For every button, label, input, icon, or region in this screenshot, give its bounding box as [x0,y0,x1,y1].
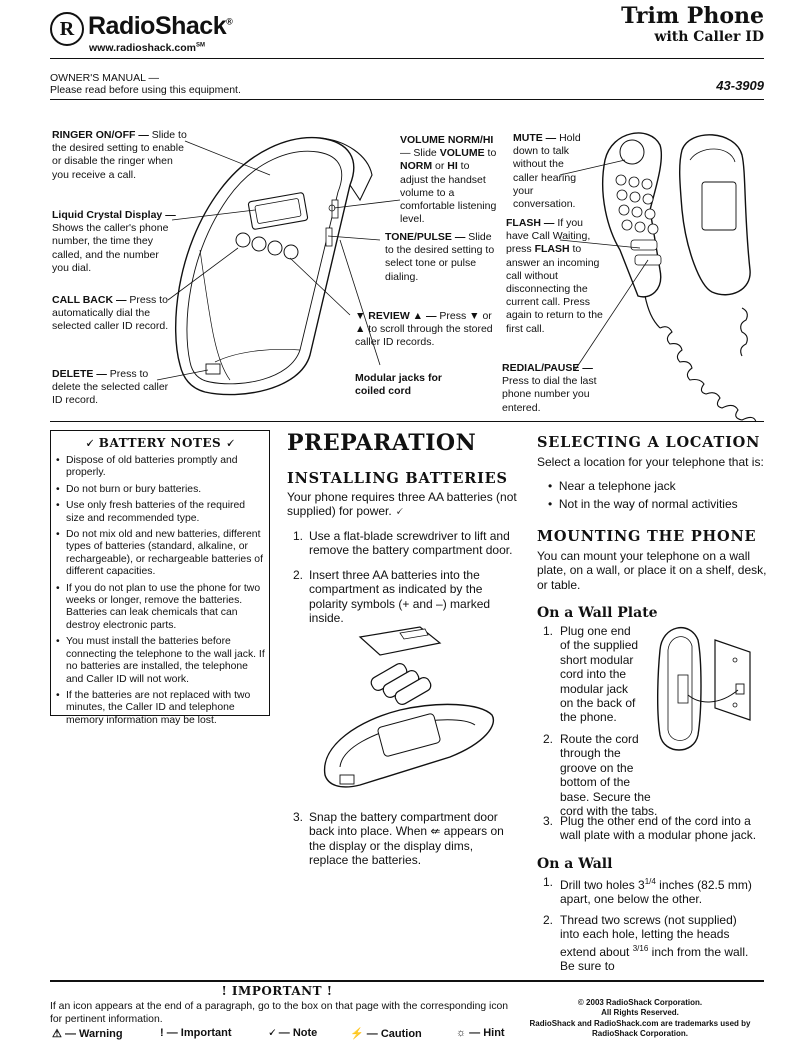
important-icon: ! [160,1027,164,1039]
brand-logo-mark: R [50,12,84,46]
product-title: Trim Phone [621,3,764,29]
header-rule [50,58,764,59]
mounting-heading: MOUNTING THE PHONE [537,528,757,545]
list-item: • Do not burn or bury batteries. [56,484,266,496]
note-icon: 🗸 [395,504,404,519]
legend-note: 🗸 — Note [268,1027,318,1039]
low-battery-icon: ⇍ [430,824,441,839]
callout-delete: DELETE — Press to delete the selected caller ID record. [52,368,169,407]
important-title: ! IMPORTANT ! [221,984,333,998]
installing-batteries-heading: INSTALLING BATTERIES [287,470,508,487]
manual-label: OWNER'S MANUAL — [50,72,159,84]
caution-icon: ⚡ [350,1028,364,1040]
battery-notes-box [50,430,270,726]
wall-plate-step-1: 1. Plug one end of the supplied short modular cord into the modular jack on the back of the phone. [543,624,639,725]
important-text: If an icon appears at the end of a paragraph, go to the box on that page with the corresponding icon for pertinent information. [50,1001,509,1025]
note-icon: 🗸 [221,436,235,450]
list-item: • Dispose of old batteries promptly and properly. [56,455,266,480]
note-icon: 🗸 [85,436,99,450]
location-bullet-1: • Near a telephone jack [548,479,676,493]
wall-plate-step-2: 2. Route the cord through the groove on the bottom of the base. Secure the cord with the tabs. [543,732,658,819]
list-item: • Use only fresh batteries of the required size and recommended type. [56,500,266,525]
callout-tone: TONE/PULSE — Slide to the desired setting to select tone or pulse dialing. [385,231,495,283]
battery-install-illustration [320,625,500,800]
callout-redial: REDIAL/PAUSE — Press to dial the last phone number you entered. [502,362,597,414]
installing-intro: Your phone requires three AA batteries (not supplied) for power. 🗸 [287,490,517,519]
callout-review: ▼ REVIEW ▲ — Press ▼ or ▲ to scroll through the stored caller ID records. [355,310,493,349]
install-step-3: 3. Snap the battery compartment door back into place. When ⇍ appears on the display or the display dims, replace the batteries. [293,810,504,868]
hint-icon: ☼ [456,1027,467,1039]
location-intro: Select a location for your telephone that is: [537,455,764,469]
note-icon: 🗸 [268,1027,276,1039]
callout-flash: FLASH — If you have Call Waiting, press FLASH to answer an incoming call without disconnecting the current call. Press again to return to the first call. [506,217,603,335]
manual-instruction: Please read before using this equipment. [50,84,241,96]
wall-plate-step-3: 3. Plug the other end of the cord into a wall plate with a modular phone jack. [543,814,757,843]
preparation-heading: PREPARATION [287,430,477,456]
list-item: • If you do not plan to use the phone for two weeks or longer, remove the batteries. Batteries can leak chemicals that can destroy electronic parts. [56,583,266,633]
legend-caution: ⚡ — Caution [350,1028,422,1040]
section-rule [50,421,764,422]
warning-icon: ⚠ [52,1028,62,1040]
copyright-block: © 2003 RadioShack Corporation. All Rights Reserved. RadioShack and RadioShack.com are trademarks used by RadioShack Corporation. [529,998,751,1039]
handset-back-drawing [680,135,750,295]
selecting-location-heading: SELECTING A LOCATION [537,434,761,451]
legend-warning: ⚠ — Warning [52,1028,123,1040]
wall-plate-heading: On a Wall Plate [537,605,658,621]
callout-ringer: RINGER ON/OFF — Slide to the desired setting to enable or disable the ringer when you receive a call. [52,129,187,181]
callout-lcd: Liquid Crystal Display — Shows the caller's phone number, the time they called, and the number you dial. [52,209,176,274]
location-bullet-2: • Not in the way of normal activities [548,497,738,511]
legend-hint: ☼ — Hint [456,1027,505,1039]
model-number: 43-3909 [716,78,764,93]
brand-name: RadioShack® [88,12,233,40]
install-step-1: 1. Use a flat-blade screwdriver to lift and remove the battery compartment door. [293,529,513,558]
phone-base-drawing [176,138,372,395]
legend-important: ! — Important [160,1027,232,1039]
callout-callback: CALL BACK — Press to automatically dial the selected caller ID record. [52,294,169,333]
callout-mute: MUTE — Hold down to talk without the caller hearing your conversation. [513,132,581,211]
coiled-cord-drawing [660,308,756,422]
handset-front-drawing [603,133,662,297]
battery-notes-title: 🗸 BATTERY NOTES 🗸 [85,436,235,450]
battery-notes-list [56,455,266,731]
product-subtitle: with Caller ID [654,29,764,45]
callout-jacks: Modular jacks for coiled cord [355,372,442,398]
wall-heading: On a Wall [537,856,613,872]
callout-volume: VOLUME NORM/HI — Slide VOLUME to NORM or HI to adjust the handset volume to a comfortable listening level. [400,134,497,226]
list-item: • Do not mix old and new batteries, different types of batteries (standard, alkaline, or rechargeable), or rechargeable batteries of different capacities. [56,529,266,579]
list-item: • You must install the batteries before connecting the telephone to the wall jack. If no batteries are installed, the telephone and Caller ID will not work. [56,636,266,686]
wall-step-1: 1. Drill two holes $3^{1/4}$ inches (82.5 mm) apart, one below the other. [543,875,752,907]
install-step-2: 2. Insert three AA batteries into the compartment as indicated by the polarity symbols (+ and –) marked inside. [293,568,491,626]
mounting-intro: You can mount your telephone on a wall plate, on a wall, or place it on a shelf, desk, or table. [537,549,767,592]
footer-rule [50,980,764,982]
brand-url: www.radioshack.com℠ [89,42,205,54]
list-item: • If the batteries are not replaced with two minutes, the Caller ID and telephone memory information may be lost. [56,690,266,727]
wall-step-2: 2. Thread two screws (not supplied) into each hole, letting the heads extend about $^{3/16}$ inch from the wall. Be sure to [543,913,749,974]
